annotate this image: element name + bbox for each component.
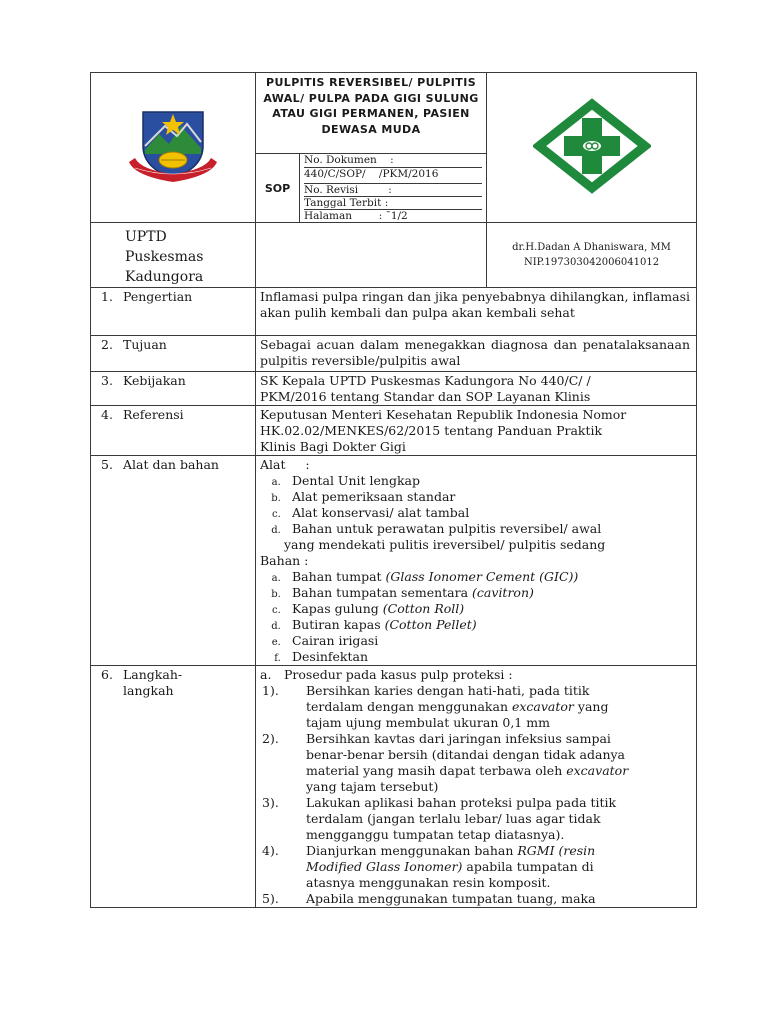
sop-table	[90, 72, 697, 908]
section-label: Alat dan bahan	[123, 457, 219, 472]
step-2-line-2: benar-benar bersih (ditandai dengan tidak adanya	[306, 747, 626, 762]
list-item: c. Alat konservasi/ alat tambal	[284, 505, 690, 521]
regency-logo-cell	[91, 73, 256, 223]
puskesmas-logo-cell	[487, 73, 697, 223]
step-italic: Modified Glass Ionomer)	[306, 859, 463, 874]
step-4	[262, 843, 690, 859]
list-item	[284, 601, 690, 617]
step-text: yang	[573, 699, 609, 714]
section-number: 2.	[101, 337, 113, 352]
section-number: 5.	[101, 457, 113, 472]
referensi-line: Klinis Bagi Dokter Gigi	[260, 439, 406, 454]
meta-label: No. Dokumen	[304, 154, 377, 166]
item-italic: (Glass Ionomer Cement (GIC))	[385, 569, 579, 584]
list-item-line: d. Bahan untuk perawatan pulpitis reversibel/ awal	[292, 521, 602, 536]
kebijakan-line: SK Kepala UPTD Puskesmas Kadungora No 440/C/ /	[260, 373, 591, 388]
referensi-line: HK.02.02/MENKES/62/2015 tentang Panduan Praktik	[260, 423, 603, 438]
item-text: Desinfektan	[292, 649, 369, 664]
item-italic: (Cotton Roll)	[382, 601, 465, 616]
meta-value: :	[384, 197, 389, 209]
item-italic: (Cotton Pellet)	[384, 617, 477, 632]
step-italic: excavator	[566, 763, 629, 778]
blank-cell	[256, 223, 487, 288]
alat-list	[260, 473, 690, 553]
meta-label: Halaman	[304, 210, 353, 222]
step-2-line-3	[306, 763, 690, 779]
step-text: apabila tumpatan di	[462, 859, 594, 874]
section-label-tujuan	[91, 336, 256, 372]
procedure-title: Prosedur pada kasus pulp proteksi :	[284, 667, 513, 682]
section-label-kebijakan	[91, 372, 256, 406]
item-text: Kapas gulung	[292, 601, 383, 616]
meta-tanggal-terbit	[304, 197, 482, 210]
list-item	[284, 633, 690, 649]
section-kebijakan-text	[256, 372, 697, 406]
signatory-block	[487, 223, 697, 288]
step-line: Apabila menggunakan tumpatan tuang, maka	[306, 891, 596, 906]
step-italic: excavator	[511, 699, 574, 714]
section-label-pengertian	[91, 288, 256, 336]
document-title: PULPITIS REVERSIBEL/ PULPITIS AWAL/ PULPA PADA GIGI SULUNG ATAU GIGI PERMANEN, PASIEN DEWASA MUDA	[256, 73, 487, 154]
bahan-list	[260, 569, 690, 665]
org-line: UPTD	[125, 229, 167, 245]
meta-value: :	[390, 154, 394, 166]
meta-revisi	[304, 184, 482, 197]
bahan-heading: Bahan :	[260, 553, 309, 568]
step-number: 3).	[262, 795, 279, 810]
procedure-marker: a.	[260, 667, 272, 682]
list-item	[284, 617, 690, 633]
section-label-referensi	[91, 406, 256, 456]
section-number: 4.	[101, 407, 113, 422]
step-3	[262, 795, 690, 811]
referensi-line: Keputusan Menteri Kesehatan Republik Indonesia Nomor	[260, 407, 627, 422]
section-pengertian-text: Inflamasi pulpa ringan dan jika penyebabnya dihilangkan, inflamasi akan pulih kembali dan pulpa akan kembali sehat	[256, 288, 697, 336]
item-italic: (cavitron)	[472, 585, 534, 600]
list-item	[284, 585, 690, 601]
step-text: terdalam dengan menggunakan	[306, 699, 512, 714]
section-number: 6.	[101, 667, 113, 682]
list-item	[284, 649, 690, 665]
section-number: 1.	[101, 289, 113, 304]
step-1	[262, 683, 690, 699]
section-label: Langkah-	[123, 667, 183, 682]
step-4-line-2	[306, 859, 690, 875]
step-4-line-3: atasnya menggunakan resin komposit.	[306, 875, 551, 890]
org-line: Puskesmas	[125, 249, 204, 265]
step-number: 5).	[262, 891, 279, 906]
procedure-heading	[260, 667, 690, 683]
kebijakan-line: PKM/2016 tentang Standar dan SOP Layanan Klinis	[260, 389, 591, 404]
section-label-cont: langkah	[123, 683, 174, 698]
step-text: material yang masih dapat terbawa oleh	[306, 763, 567, 778]
regency-emblem-icon	[125, 106, 221, 186]
item-text: Bahan tumpatan sementara	[292, 585, 473, 600]
section-tujuan-text: Sebagai acuan dalam menegakkan diagnosa dan penatalaksanaan pulpitis reversible/pulpitis awal	[256, 336, 697, 372]
org-line: Kadungora	[125, 269, 204, 285]
meta-label: No. Revisi	[304, 184, 359, 196]
sop-document	[90, 72, 696, 906]
step-5	[262, 891, 690, 907]
organization-name	[91, 223, 256, 288]
section-label: Kebijakan	[123, 373, 186, 388]
section-label: Referensi	[123, 407, 184, 422]
section-label-alat	[91, 456, 256, 666]
step-1-line-2	[306, 699, 690, 715]
step-line: Bersihkan karies dengan hati-hati, pada titik	[306, 683, 590, 698]
meta-halaman	[304, 210, 482, 222]
list-item: a. Dental Unit lengkap	[284, 473, 690, 489]
section-label: Tujuan	[123, 337, 167, 352]
item-text: Butiran kapas	[292, 617, 385, 632]
section-referensi-text	[256, 406, 697, 456]
alat-heading: Alat :	[260, 457, 310, 472]
meta-label: 440/C/SOP/	[304, 168, 366, 180]
step-2	[262, 731, 690, 747]
step-1-line-3: tajam ujung membulat ukuran 0,1 mm	[306, 715, 550, 730]
meta-value: /PKM/2016	[378, 168, 439, 180]
document-meta	[300, 154, 487, 223]
meta-dokumen-number	[304, 168, 482, 184]
step-line: Lakukan aplikasi bahan proteksi pulpa pada titik	[306, 795, 617, 810]
meta-value: :	[388, 184, 392, 196]
section-alat-content	[256, 456, 697, 666]
meta-label: Tanggal Terbit	[304, 197, 382, 209]
signer-name: dr.H.Dadan A Dhaniswara, MM	[512, 242, 671, 253]
step-text: Dianjurkan menggunakan bahan	[306, 843, 518, 858]
section-label: Pengertian	[123, 289, 193, 304]
item-text: Bahan tumpat	[292, 569, 386, 584]
section-label-langkah	[91, 666, 256, 908]
signer-nip: NIP.197303042006041012	[523, 257, 660, 268]
puskesmas-logo-icon	[533, 98, 651, 194]
step-3-line-2: terdalam (jangan terlalu lebar/ luas agar tidak	[306, 811, 601, 826]
step-italic: RGMI (resin	[517, 843, 596, 858]
section-number: 3.	[101, 373, 113, 388]
sop-label: SOP	[256, 154, 300, 223]
step-number: 2).	[262, 731, 279, 746]
list-item: b. Alat pemeriksaan standar	[284, 489, 690, 505]
step-3-line-3: mengganggu tumpatan tetap diatasnya).	[306, 827, 565, 842]
list-item-line: yang mendekati pulitis ireversibel/ pulpitis sedang	[284, 537, 606, 552]
step-number: 1).	[262, 683, 279, 698]
list-item	[284, 521, 690, 553]
item-text: Cairan irigasi	[292, 633, 379, 648]
meta-dokumen-label	[304, 154, 482, 168]
meta-value: : ¯1/2	[378, 210, 408, 222]
step-number: 4).	[262, 843, 279, 858]
step-2-line-4: yang tajam tersebut)	[306, 779, 439, 794]
section-langkah-content	[256, 666, 697, 908]
step-line: Bersihkan kavtas dari jaringan infeksius sampai	[306, 731, 611, 746]
list-item	[284, 569, 690, 585]
